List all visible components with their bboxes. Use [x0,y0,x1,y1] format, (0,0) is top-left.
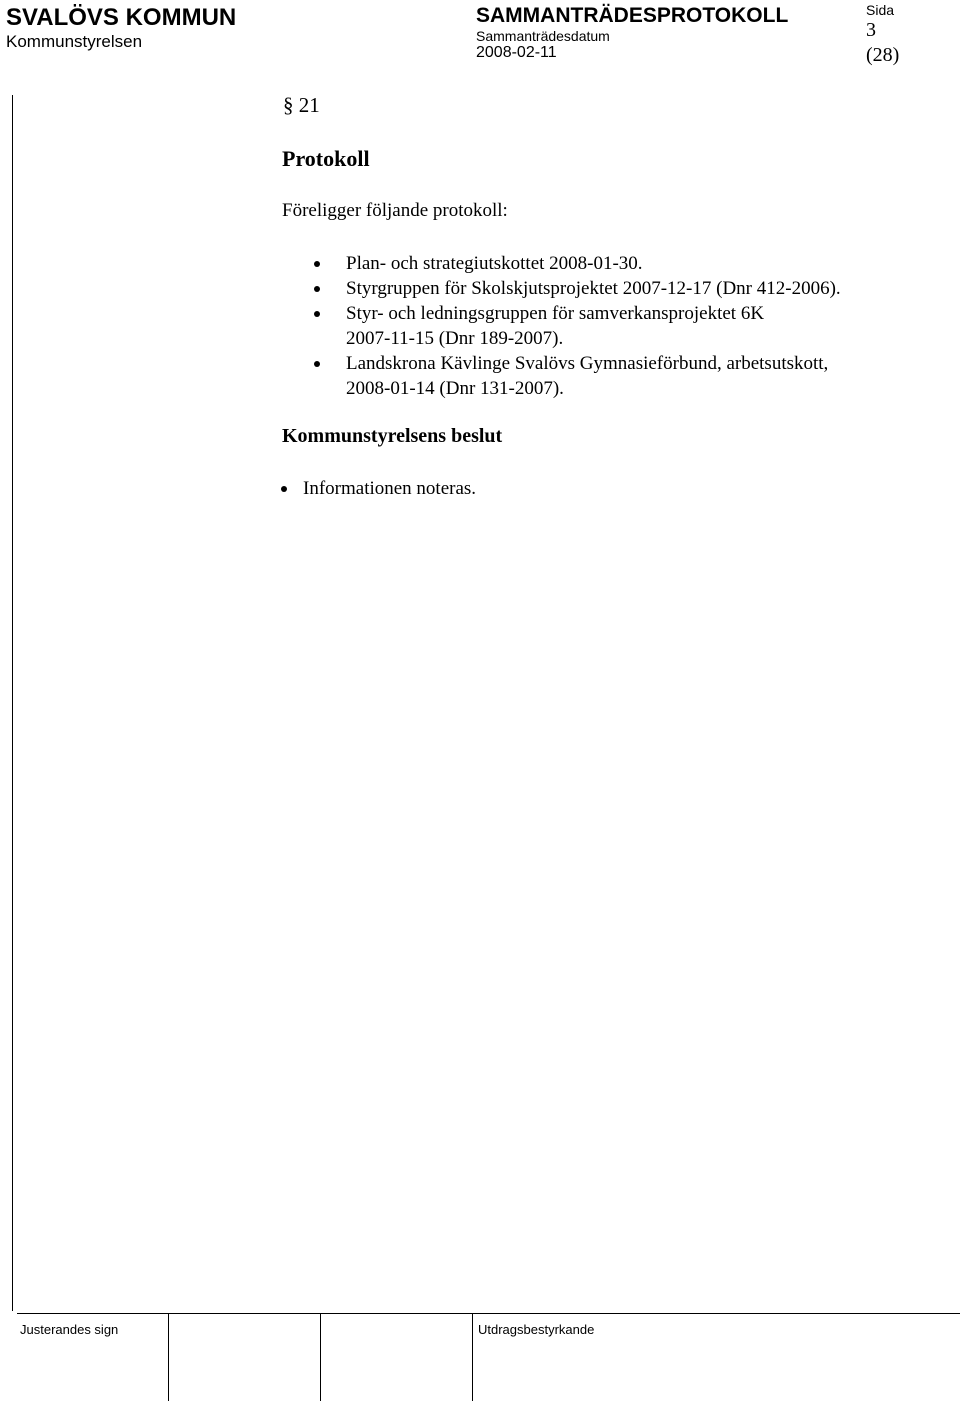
decision-list [303,476,476,501]
bullet-icon [314,361,320,367]
list-item-text: Plan- och strategiutskottet 2008-01-30. [346,253,643,274]
meeting-date: 2008-02-11 [476,44,557,61]
extract-label: Utdragsbestyrkande [478,1322,595,1337]
list-item-text: Styr- och ledningsgruppen för samverkansprojektet 6K [346,303,765,324]
list-item [303,476,476,501]
organization-name: SVALÖVS KOMMUN [6,4,237,31]
decision-heading: Kommunstyrelsens beslut [282,425,503,447]
list-item-text-continued: 2008-01-14 (Dnr 131-2007). [346,378,564,399]
bullet-icon [314,311,320,317]
section-heading: Protokoll [282,146,370,171]
list-item [346,301,841,351]
document-title: SAMMANTRÄDESPROTOKOLL [476,4,789,27]
agenda-list [346,251,841,401]
page-number: 3 [866,19,876,41]
section-number: § 21 [283,93,320,117]
list-item-text-continued: 2007-11-15 (Dnr 189-2007). [346,328,564,349]
left-margin-rule [12,95,13,1311]
signature-label: Justerandes sign [20,1322,119,1337]
list-item-text: Landskrona Kävlinge Svalövs Gymnasieförbund, arbetsutskott, [346,353,829,374]
footer-separator [320,1313,321,1401]
bullet-icon [281,486,287,492]
footer-separator [472,1313,473,1401]
organization-unit: Kommunstyrelsen [6,32,143,51]
list-item-text: Styrgruppen för Skolskjutsprojektet 2007-12-17 (Dnr 412-2006). [346,278,841,299]
footer-separator [168,1313,169,1401]
page-label: Sida [866,2,895,18]
footer-rule [17,1313,960,1314]
list-item-text: Informationen noteras. [303,478,477,499]
list-item [346,351,841,401]
page-total: (28) [866,44,900,66]
list-item [346,251,841,276]
bullet-icon [314,261,320,267]
meeting-date-label: Sammanträdesdatum [476,28,610,44]
intro-text: Föreligger följande protokoll: [282,200,508,221]
list-item [346,276,841,301]
bullet-icon [314,286,320,292]
